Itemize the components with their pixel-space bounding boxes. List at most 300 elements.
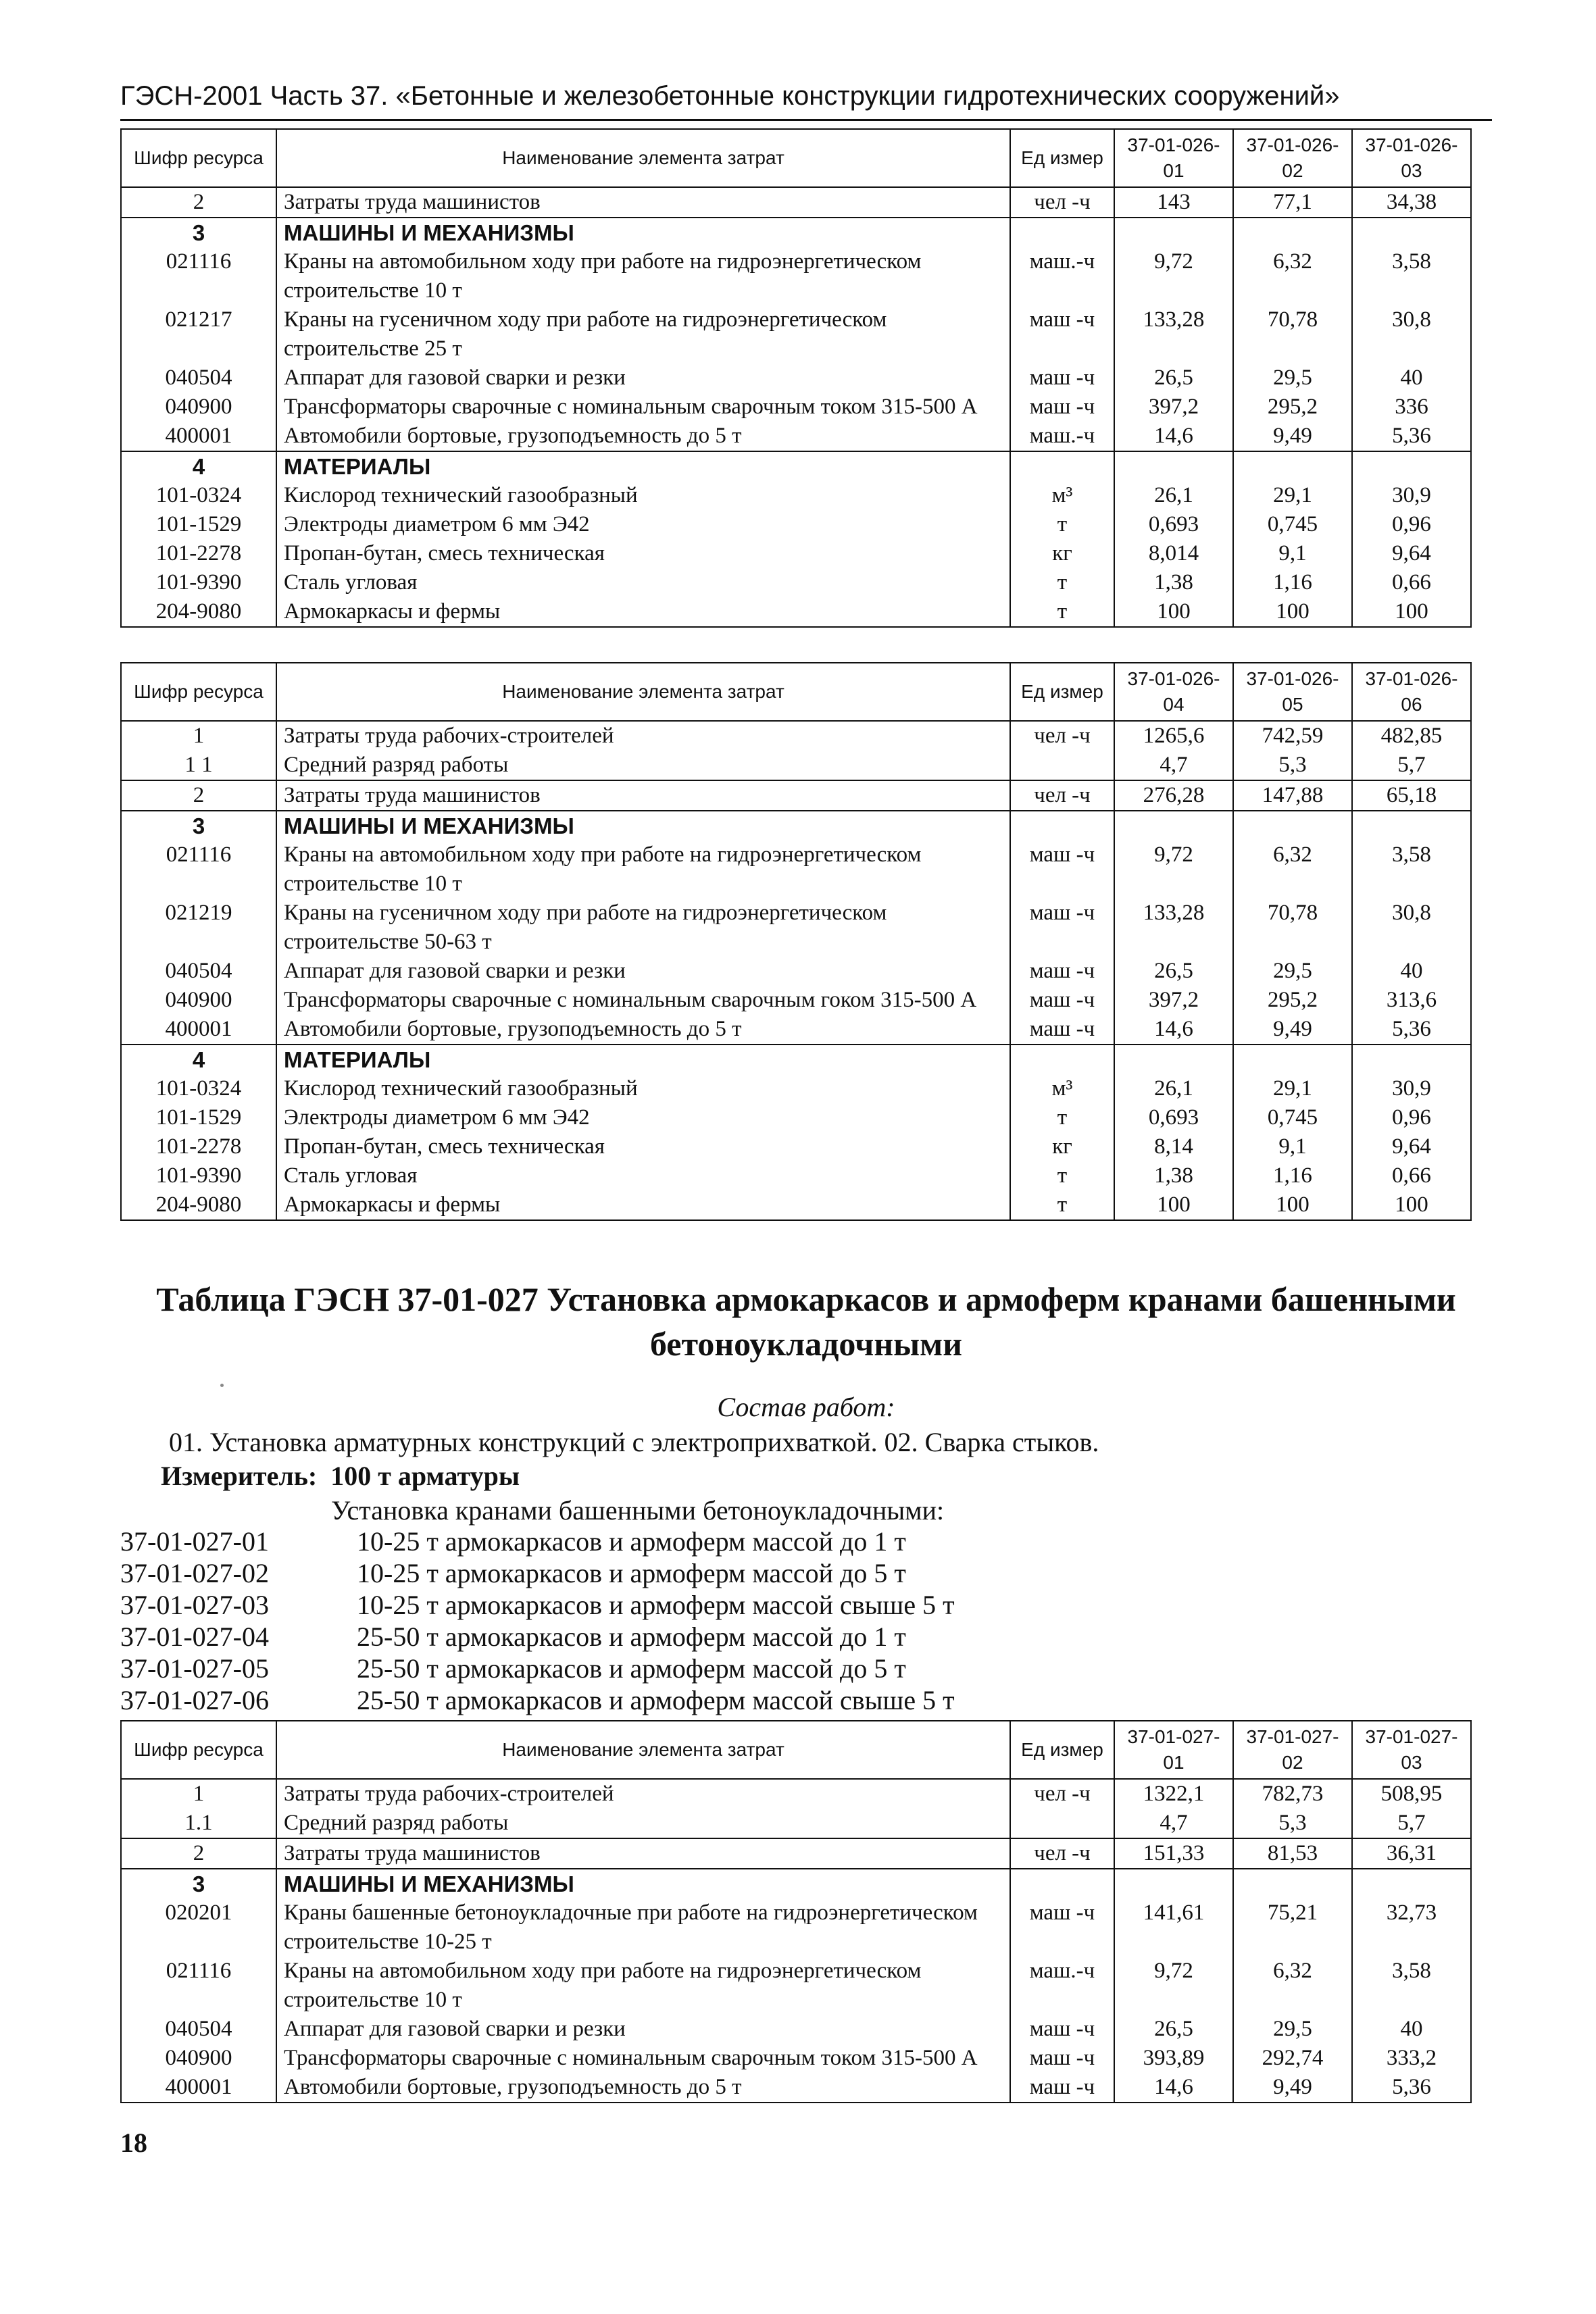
col-header-code-2: 37-01-027-02 [1233, 1721, 1352, 1779]
value-cell: 333,2 [1352, 2044, 1471, 2073]
table-row [121, 1898, 1471, 1957]
section-row [121, 1869, 1471, 1898]
col-header-code-2: 37-01-026-02 [1233, 129, 1352, 187]
section-heading: МАШИНЫ И МЕХАНИЗМЫ [276, 811, 1010, 840]
value-cell: 9,64 [1352, 1132, 1471, 1161]
norm-description: 10-25 т армокаркасов и армоферм массой свыше 5 т [357, 1590, 955, 1620]
value-cell: 3,58 [1352, 247, 1471, 305]
norm-description: 25-50 т армокаркасов и армоферм массой свыше 5 т [357, 1685, 955, 1715]
value-cell: 4,7 [1114, 751, 1233, 780]
table-row [121, 1161, 1471, 1190]
value-cell: 81,53 [1233, 1838, 1352, 1869]
value-cell: 30,9 [1352, 1074, 1471, 1103]
value-cell: 14,6 [1114, 422, 1233, 451]
resource-name: Затраты труда рабочих-строителей [276, 721, 1010, 751]
resource-name: Краны на гусеничном ходу при работе на гидроэнергетическом строительстве 25 т [276, 305, 1010, 363]
table-row [121, 422, 1471, 451]
col-header-unit: Ед измер [1010, 129, 1114, 187]
resource-code: 1 [121, 1779, 276, 1809]
norm-code: 37-01-027-03 [120, 1590, 269, 1620]
col-header-code: Шифр ресурса [121, 129, 276, 187]
resource-name: Пропан-бутан, смесь техническая [276, 1132, 1010, 1161]
value-cell: 100 [1114, 597, 1233, 627]
value-cell: 295,2 [1233, 986, 1352, 1015]
resource-code: 101-9390 [121, 568, 276, 597]
value-cell [1233, 811, 1352, 840]
resource-code: 3 [121, 218, 276, 247]
col-header-unit: Ед измер [1010, 1721, 1114, 1779]
col-header-code-3: 37-01-027-03 [1352, 1721, 1471, 1779]
norm-code: 37-01-027-01 [120, 1526, 269, 1557]
value-cell: 0,745 [1233, 1103, 1352, 1132]
col-header-code-1: 37-01-026-04 [1114, 663, 1233, 721]
value-cell: 29,1 [1233, 481, 1352, 510]
composition-title: Состав работ: [717, 1392, 895, 1422]
col-header-code: Шифр ресурса [121, 663, 276, 721]
value-cell: 5,36 [1352, 422, 1471, 451]
table-header-row [121, 129, 1471, 187]
value-cell [1233, 218, 1352, 247]
unit-cell: маш.-ч [1010, 1957, 1114, 2015]
meter [161, 1459, 520, 1493]
unit-cell: м³ [1010, 481, 1114, 510]
code-list-item [120, 1621, 955, 1653]
value-cell: 30,8 [1352, 899, 1471, 957]
value-cell: 1322,1 [1114, 1779, 1233, 1809]
norm-description: 10-25 т армокаркасов и армоферм массой до 1 т [357, 1526, 906, 1557]
table-row [121, 1103, 1471, 1132]
unit-cell [1010, 751, 1114, 780]
table-row [121, 1809, 1471, 1838]
col-header-code-3: 37-01-026-06 [1352, 663, 1471, 721]
resource-name: Трансформаторы сварочные с номинальным сварочным током 315-500 А [276, 2044, 1010, 2073]
unit-cell: т [1010, 510, 1114, 539]
unit-cell: маш -ч [1010, 1015, 1114, 1045]
value-cell: 276,28 [1114, 780, 1233, 811]
resource-code: 021217 [121, 305, 276, 363]
col-header-code-2: 37-01-026-05 [1233, 663, 1352, 721]
code-list-item [120, 1557, 955, 1589]
resource-code: 101-9390 [121, 1161, 276, 1190]
value-cell [1114, 218, 1233, 247]
resource-name: Краны на автомобильном ходу при работе на гидроэнергетическом строительстве 10 т [276, 840, 1010, 899]
value-cell: 1265,6 [1114, 721, 1233, 751]
resource-code: 021116 [121, 840, 276, 899]
resource-code: 400001 [121, 1015, 276, 1045]
unit-cell: маш -ч [1010, 899, 1114, 957]
value-cell: 29,5 [1233, 2015, 1352, 2044]
meter-value: 100 т арматуры [330, 1461, 520, 1491]
resource-table-027 [120, 1720, 1472, 2103]
norm-code: 37-01-027-02 [120, 1558, 269, 1588]
unit-cell: т [1010, 597, 1114, 627]
resource-code: 101-0324 [121, 481, 276, 510]
value-cell: 0,693 [1114, 1103, 1233, 1132]
value-cell: 782,73 [1233, 1779, 1352, 1809]
resource-code: 040504 [121, 363, 276, 393]
value-cell: 26,1 [1114, 1074, 1233, 1103]
value-cell: 0,96 [1352, 1103, 1471, 1132]
value-cell: 70,78 [1233, 899, 1352, 957]
value-cell: 8,014 [1114, 539, 1233, 568]
resource-code: 040900 [121, 393, 276, 422]
page-number: 18 [120, 2128, 147, 2158]
value-cell: 0,66 [1352, 568, 1471, 597]
resource-name: Сталь угловая [276, 568, 1010, 597]
value-cell: 133,28 [1114, 305, 1233, 363]
value-cell: 14,6 [1114, 1015, 1233, 1045]
resource-code: 021219 [121, 899, 276, 957]
value-cell: 1,38 [1114, 1161, 1233, 1190]
unit-cell: т [1010, 1190, 1114, 1220]
value-cell: 5,3 [1233, 751, 1352, 780]
section-title: Таблица ГЭСН 37-01-027 Установка армокаркасов и армоферм кранами башенными бетоноукладочными [156, 1280, 1456, 1363]
value-cell [1352, 1869, 1471, 1898]
value-cell [1114, 1869, 1233, 1898]
resource-name: Кислород технический газообразный [276, 481, 1010, 510]
table-row [121, 840, 1471, 899]
table-row [121, 1015, 1471, 1045]
value-cell [1233, 451, 1352, 481]
unit-cell: чел -ч [1010, 1779, 1114, 1809]
table-row [121, 899, 1471, 957]
value-cell: 6,32 [1233, 840, 1352, 899]
value-cell [1114, 1045, 1233, 1074]
resource-name: Краны на автомобильном ходу при работе на гидроэнергетическом строительстве 10 т [276, 247, 1010, 305]
code-list-item [120, 1589, 955, 1621]
value-cell: 9,1 [1233, 539, 1352, 568]
unit-cell: маш -ч [1010, 363, 1114, 393]
value-cell [1352, 218, 1471, 247]
unit-cell: маш -ч [1010, 305, 1114, 363]
value-cell: 100 [1352, 597, 1471, 627]
resource-name: Затраты труда машинистов [276, 780, 1010, 811]
table-row [121, 2073, 1471, 2103]
resource-name: Аппарат для газовой сварки и резки [276, 957, 1010, 986]
value-cell [1233, 1869, 1352, 1898]
resource-name: Электроды диаметром 6 мм Э42 [276, 510, 1010, 539]
unit-cell [1010, 1869, 1114, 1898]
value-cell: 65,18 [1352, 780, 1471, 811]
unit-cell: маш -ч [1010, 2015, 1114, 2044]
resource-name: Краны на автомобильном ходу при работе на гидроэнергетическом строительстве 10 т [276, 1957, 1010, 2015]
resource-name: Аппарат для газовой сварки и резки [276, 2015, 1010, 2044]
unit-cell: чел -ч [1010, 1838, 1114, 1869]
resource-name: Армокаркасы и фермы [276, 597, 1010, 627]
table-row [121, 751, 1471, 780]
resource-name: Затраты труда рабочих-строителей [276, 1779, 1010, 1809]
col-header-name: Наименование элемента затрат [276, 663, 1010, 721]
resource-code: 101-2278 [121, 1132, 276, 1161]
norm-description: 10-25 т армокаркасов и армоферм массой до 5 т [357, 1558, 906, 1588]
value-cell: 75,21 [1233, 1898, 1352, 1957]
unit-cell [1010, 1809, 1114, 1838]
section-heading: МАТЕРИАЛЫ [276, 451, 1010, 481]
value-cell: 29,1 [1233, 1074, 1352, 1103]
value-cell: 3,58 [1352, 840, 1471, 899]
value-cell: 1,16 [1233, 1161, 1352, 1190]
sub-intro: Установка кранами башенными бетоноукладочными: [331, 1495, 945, 1526]
resource-code: 400001 [121, 422, 276, 451]
value-cell: 29,5 [1233, 363, 1352, 393]
value-cell [1114, 811, 1233, 840]
unit-cell: маш -ч [1010, 2073, 1114, 2103]
value-cell: 9,49 [1233, 422, 1352, 451]
value-cell: 100 [1352, 1190, 1471, 1220]
value-cell: 30,8 [1352, 305, 1471, 363]
resource-code: 3 [121, 1869, 276, 1898]
col-header-code-1: 37-01-026-01 [1114, 129, 1233, 187]
resource-code: 1 [121, 721, 276, 751]
value-cell: 100 [1114, 1190, 1233, 1220]
table-row [121, 721, 1471, 751]
value-cell: 40 [1352, 2015, 1471, 2044]
unit-cell [1010, 451, 1114, 481]
norm-code: 37-01-027-05 [120, 1653, 269, 1684]
table-row [121, 986, 1471, 1015]
section-row [121, 811, 1471, 840]
section-row [121, 1045, 1471, 1074]
value-cell: 151,33 [1114, 1838, 1233, 1869]
resource-code: 040504 [121, 2015, 276, 2044]
unit-cell: т [1010, 568, 1114, 597]
value-cell: 26,5 [1114, 363, 1233, 393]
unit-cell: кг [1010, 539, 1114, 568]
col-header-code-3: 37-01-026-03 [1352, 129, 1471, 187]
unit-cell [1010, 218, 1114, 247]
value-cell: 0,693 [1114, 510, 1233, 539]
resource-name: Сталь угловая [276, 1161, 1010, 1190]
unit-cell: чел -ч [1010, 780, 1114, 811]
table-row [121, 1838, 1471, 1869]
value-cell: 0,66 [1352, 1161, 1471, 1190]
value-cell: 397,2 [1114, 393, 1233, 422]
unit-cell: маш -ч [1010, 2044, 1114, 2073]
col-header-unit: Ед измер [1010, 663, 1114, 721]
col-header-code: Шифр ресурса [121, 1721, 276, 1779]
code-list-item [120, 1653, 955, 1684]
resource-table-026-a [120, 128, 1472, 628]
section-heading: МАШИНЫ И МЕХАНИЗМЫ [276, 1869, 1010, 1898]
code-list-item [120, 1684, 955, 1716]
unit-cell: чел -ч [1010, 721, 1114, 751]
section-row [121, 218, 1471, 247]
table-row [121, 305, 1471, 363]
resource-code: 4 [121, 451, 276, 481]
resource-code: 040900 [121, 2044, 276, 2073]
resource-code: 1.1 [121, 1809, 276, 1838]
value-cell: 5,7 [1352, 751, 1471, 780]
value-cell: 100 [1233, 597, 1352, 627]
value-cell: 9,1 [1233, 1132, 1352, 1161]
resource-code: 4 [121, 1045, 276, 1074]
value-cell: 77,1 [1233, 187, 1352, 218]
resource-name: Трансформаторы сварочные с номинальным сварочным током 315-500 А [276, 393, 1010, 422]
table-row [121, 2044, 1471, 2073]
unit-cell: маш.-ч [1010, 422, 1114, 451]
resource-code: 2 [121, 187, 276, 218]
value-cell: 0,96 [1352, 510, 1471, 539]
resource-code: 101-1529 [121, 1103, 276, 1132]
unit-cell: маш -ч [1010, 393, 1114, 422]
resource-name: Автомобили бортовые, грузоподъемность до 5 т [276, 422, 1010, 451]
value-cell: 742,59 [1233, 721, 1352, 751]
resource-code: 400001 [121, 2073, 276, 2103]
page-header: ГЭСН-2001 Часть 37. «Бетонные и железобетонные конструкции гидротехнических сооружений» [120, 76, 1492, 121]
table-row [121, 2015, 1471, 2044]
value-cell: 336 [1352, 393, 1471, 422]
meter-label: Измеритель: [161, 1461, 318, 1491]
unit-cell: маш -ч [1010, 986, 1114, 1015]
col-header-name: Наименование элемента затрат [276, 129, 1010, 187]
table-row [121, 481, 1471, 510]
value-cell: 147,88 [1233, 780, 1352, 811]
value-cell: 6,32 [1233, 247, 1352, 305]
code-list [120, 1526, 955, 1716]
value-cell: 9,72 [1114, 1957, 1233, 2015]
value-cell: 6,32 [1233, 1957, 1352, 2015]
section-row [121, 451, 1471, 481]
value-cell: 40 [1352, 957, 1471, 986]
value-cell [1352, 1045, 1471, 1074]
norm-code: 37-01-027-04 [120, 1621, 269, 1652]
table-row [121, 1074, 1471, 1103]
value-cell [1352, 451, 1471, 481]
value-cell: 295,2 [1233, 393, 1352, 422]
code-list-item [120, 1526, 955, 1557]
resource-name: Автомобили бортовые, грузоподъемность до 5 т [276, 1015, 1010, 1045]
resource-name: Краны башенные бетоноукладочные при работе на гидроэнергетическом строительстве 10-25 т [276, 1898, 1010, 1957]
value-cell: 14,6 [1114, 2073, 1233, 2103]
unit-cell [1010, 1045, 1114, 1074]
composition-text: 01. Установка арматурных конструкций с электроприхваткой. 02. Сварка стыков. [169, 1427, 1099, 1457]
resource-code: 040504 [121, 957, 276, 986]
resource-code: 3 [121, 811, 276, 840]
resource-code: 204-9080 [121, 597, 276, 627]
resource-name: Трансформаторы сварочные с номинальным сварочным гоком 315-500 А [276, 986, 1010, 1015]
resource-table-026-b [120, 662, 1472, 1221]
value-cell: 5,36 [1352, 2073, 1471, 2103]
section-heading: МАТЕРИАЛЫ [276, 1045, 1010, 1074]
value-cell: 9,64 [1352, 539, 1471, 568]
value-cell: 34,38 [1352, 187, 1471, 218]
value-cell: 9,72 [1114, 840, 1233, 899]
value-cell: 482,85 [1352, 721, 1471, 751]
resource-code: 021116 [121, 1957, 276, 2015]
table-row [121, 597, 1471, 627]
value-cell: 26,5 [1114, 957, 1233, 986]
value-cell: 100 [1233, 1190, 1352, 1220]
value-cell: 1,16 [1233, 568, 1352, 597]
value-cell: 5,7 [1352, 1809, 1471, 1838]
table-row [121, 539, 1471, 568]
unit-cell: м³ [1010, 1074, 1114, 1103]
value-cell: 4,7 [1114, 1809, 1233, 1838]
resource-name: Автомобили бортовые, грузоподъемность до 5 т [276, 2073, 1010, 2103]
unit-cell [1010, 811, 1114, 840]
unit-cell: маш -ч [1010, 957, 1114, 986]
resource-name: Армокаркасы и фермы [276, 1190, 1010, 1220]
value-cell: 5,36 [1352, 1015, 1471, 1045]
section-heading: МАШИНЫ И МЕХАНИЗМЫ [276, 218, 1010, 247]
norm-description: 25-50 т армокаркасов и армоферм массой до 1 т [357, 1621, 906, 1652]
table-row [121, 1190, 1471, 1220]
value-cell: 30,9 [1352, 481, 1471, 510]
table-row [121, 780, 1471, 811]
norm-code: 37-01-027-06 [120, 1685, 269, 1715]
resource-code: 2 [121, 1838, 276, 1869]
resource-name: Электроды диаметром 6 мм Э42 [276, 1103, 1010, 1132]
value-cell: 9,49 [1233, 2073, 1352, 2103]
value-cell: 26,1 [1114, 481, 1233, 510]
value-cell: 26,5 [1114, 2015, 1233, 2044]
value-cell: 141,61 [1114, 1898, 1233, 1957]
col-header-code-1: 37-01-027-01 [1114, 1721, 1233, 1779]
norm-description: 25-50 т армокаркасов и армоферм массой до 5 т [357, 1653, 906, 1684]
resource-name: Средний разряд работы [276, 751, 1010, 780]
table-row [121, 187, 1471, 218]
table-row [121, 568, 1471, 597]
resource-name: Краны на гусеничном ходу при работе на гидроэнергетическом строительстве 50-63 т [276, 899, 1010, 957]
resource-code: 101-0324 [121, 1074, 276, 1103]
value-cell: 40 [1352, 363, 1471, 393]
value-cell: 313,6 [1352, 986, 1471, 1015]
resource-name: Затраты труда машинистов [276, 187, 1010, 218]
table-row [121, 510, 1471, 539]
unit-cell: кг [1010, 1132, 1114, 1161]
table-header-row [121, 1721, 1471, 1779]
value-cell: 70,78 [1233, 305, 1352, 363]
value-cell: 1,38 [1114, 568, 1233, 597]
resource-code: 020201 [121, 1898, 276, 1957]
unit-cell: чел -ч [1010, 187, 1114, 218]
resource-name: Кислород технический газообразный [276, 1074, 1010, 1103]
table-row [121, 393, 1471, 422]
col-header-name: Наименование элемента затрат [276, 1721, 1010, 1779]
table-row [121, 247, 1471, 305]
table-row [121, 1132, 1471, 1161]
table-row [121, 1779, 1471, 1809]
table-row [121, 1957, 1471, 2015]
value-cell: 32,73 [1352, 1898, 1471, 1957]
resource-code: 204-9080 [121, 1190, 276, 1220]
resource-code: 040900 [121, 986, 276, 1015]
value-cell: 0,745 [1233, 510, 1352, 539]
value-cell: 9,72 [1114, 247, 1233, 305]
scan-speck [220, 1384, 224, 1387]
resource-name: Аппарат для газовой сварки и резки [276, 363, 1010, 393]
unit-cell: маш -ч [1010, 840, 1114, 899]
value-cell: 393,89 [1114, 2044, 1233, 2073]
value-cell [1352, 811, 1471, 840]
value-cell [1114, 451, 1233, 481]
unit-cell: т [1010, 1161, 1114, 1190]
resource-code: 101-2278 [121, 539, 276, 568]
value-cell: 397,2 [1114, 986, 1233, 1015]
resource-name: Средний разряд работы [276, 1809, 1010, 1838]
unit-cell: т [1010, 1103, 1114, 1132]
value-cell [1233, 1045, 1352, 1074]
resource-code: 1 1 [121, 751, 276, 780]
value-cell: 508,95 [1352, 1779, 1471, 1809]
table-header-row [121, 663, 1471, 721]
resource-code: 2 [121, 780, 276, 811]
unit-cell: маш.-ч [1010, 247, 1114, 305]
table-row [121, 957, 1471, 986]
value-cell: 143 [1114, 187, 1233, 218]
value-cell: 9,49 [1233, 1015, 1352, 1045]
resource-code: 021116 [121, 247, 276, 305]
